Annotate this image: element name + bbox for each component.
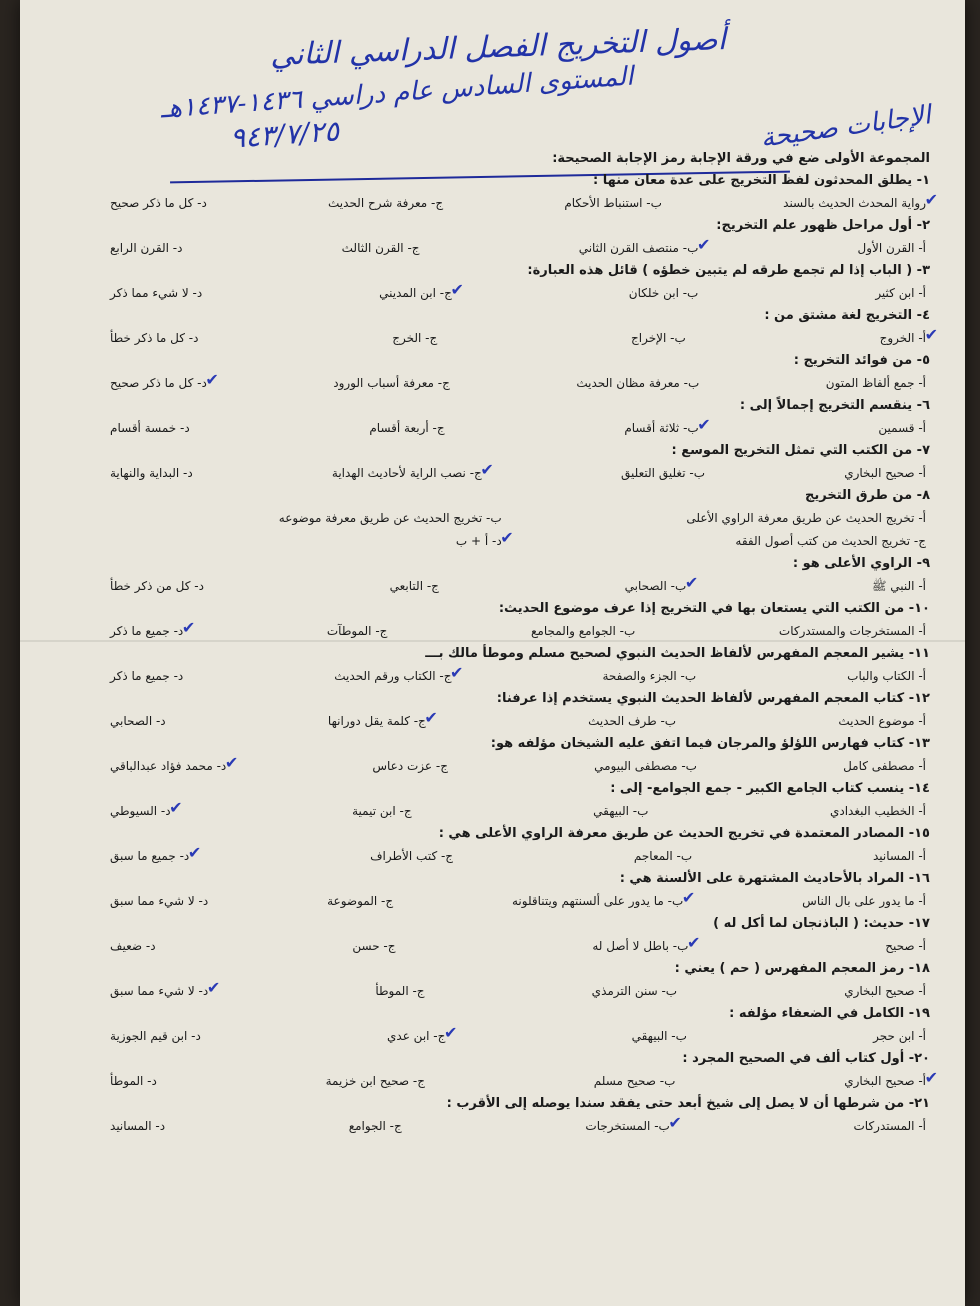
question-item	[50, 643, 930, 688]
question-item	[50, 260, 930, 305]
answer-option-checked: ✔ رواية المحدث الحديث بالسند	[783, 192, 926, 215]
answer-option: أ- ما يدور على بال الناس	[802, 894, 926, 908]
answer-option: أ- المستخرجات والمستدركات	[778, 624, 926, 638]
answer-option: ب- البيهقي	[631, 1029, 687, 1043]
answer-option: ج- الموضوعة	[327, 894, 394, 908]
answer-option: ج- القرن الثالث	[341, 241, 420, 255]
question-item	[50, 958, 930, 1003]
question-item	[50, 868, 930, 913]
question-text: ١٠- من الكتب التي يستعان بها في التخريج إذا عرف موضوع الحديث:	[498, 601, 930, 616]
handwritten-title: أصول التخريج الفصل الدراسي الثاني	[269, 22, 727, 73]
answer-option: ب- تغليق التعليق	[621, 466, 705, 480]
question-item	[50, 1048, 930, 1093]
answer-option: أ- تخريج الحديث عن طريق معرفة الراوي الأعلى	[686, 511, 926, 525]
options-row	[50, 800, 930, 823]
answer-option: ب- المعاجم	[633, 849, 693, 863]
answer-option: ج- أربعة أقسام	[369, 421, 445, 435]
answer-option: ب- معرفة مظان الحديث	[576, 376, 700, 390]
question-item	[50, 688, 930, 733]
answer-option: ج- تخريج الحديث من كتب أصول الفقه	[735, 534, 926, 548]
answer-option: ج- معرفة أسباب الورود	[333, 376, 450, 390]
answer-option: ج- الجوامع	[348, 1119, 402, 1133]
question-item	[50, 1003, 930, 1048]
answer-option: ج- الموطآت	[326, 624, 388, 638]
options-row	[50, 237, 930, 260]
options-row	[50, 755, 930, 778]
question-item	[50, 598, 930, 643]
options-row	[50, 507, 930, 553]
answer-option: أ- صحيح	[885, 939, 926, 953]
answer-option: ج- معرفة شرح الحديث	[328, 196, 444, 210]
answer-option: د- لا شيء مما ذكر	[110, 286, 203, 300]
answer-option: د- المسانيد	[110, 1119, 166, 1133]
answer-option-checked: ✔ ب- باطل لا أصل له	[592, 935, 688, 958]
answer-option: د- كل ما ذكر خطأ	[110, 331, 199, 345]
answer-option: ب- تخريج الحديث عن طريق معرفة موضوعه	[278, 511, 502, 525]
answer-option: أ- الكتاب والباب	[847, 669, 926, 683]
exam-content	[50, 148, 930, 1138]
instruction-text: المجموعة الأولى ضع في ورقة الإجابة رمز الإجابة الصحيحة:	[552, 151, 930, 166]
question-text: ١٣- كتاب فهارس اللؤلؤ والمرجان فيما اتفق عليه الشيخان مؤلفه هو:	[490, 736, 930, 751]
answer-option: د- خمسة أقسام	[110, 421, 190, 435]
options-row	[50, 665, 930, 688]
answer-option: د- لا شيء مما سبق	[110, 894, 209, 908]
answer-option: أ- مصطفى كامل	[843, 759, 926, 773]
answer-option-checked: ✔ د- لا شيء مما سبق	[110, 980, 208, 1003]
question-item	[50, 733, 930, 778]
answer-option: ب- الجزء والصفحة	[602, 669, 697, 683]
question-item	[50, 440, 930, 485]
question-text: ١٨- رمز المعجم المفهرس ( حم ) يعني :	[674, 961, 930, 976]
answer-option-checked: ✔ د- جميع ما سبق	[110, 845, 189, 868]
answer-option: ب- استنباط الأحكام	[564, 196, 662, 210]
question-text: ١٩- الكامل في الضعفاء مؤلفه :	[729, 1006, 930, 1021]
question-item	[50, 823, 930, 868]
question-text: ٩- الراوي الأعلى هو :	[792, 556, 930, 571]
question-item	[50, 913, 930, 958]
answer-option: ب- البيهقي	[593, 804, 649, 818]
options-row	[50, 980, 930, 1003]
options-row	[50, 1025, 930, 1048]
answer-option: أ- صحيح البخاري	[844, 984, 926, 998]
answer-option: أ- صحيح البخاري	[844, 466, 926, 480]
answer-option-checked: ✔ ب- الصحابي	[625, 575, 687, 598]
answer-option: أ- ابن حجر	[873, 1029, 926, 1043]
question-text: ١٤- ينسب كتاب الجامع الكبير - جمع الجوامع- إلى :	[610, 781, 930, 796]
question-item	[50, 1093, 930, 1138]
answer-option: د- كل من ذكر خطأ	[110, 579, 204, 593]
answer-option: ج- كتب الأطراف	[370, 849, 454, 863]
question-item	[50, 350, 930, 395]
answer-option: أ- المسانيد	[872, 849, 926, 863]
answer-option: ب- طرف الحديث	[588, 714, 677, 728]
answer-option: أ- المستدركات	[853, 1119, 926, 1133]
question-text: ٢- أول مراحل ظهور علم التخريج:	[716, 218, 930, 233]
exam-paper	[20, 0, 965, 1306]
handwritten-level: المستوى السادس عام دراسي ١٤٣٦-١٤٣٧هـ	[159, 61, 635, 125]
options-row	[50, 710, 930, 733]
answer-option: ب- الجوامع والمجامع	[531, 624, 636, 638]
answer-option: د- القرن الرابع	[110, 241, 183, 255]
question-text: ١- يطلق المحدثون لفظ التخريج على عدة معان منها :	[593, 173, 930, 188]
question-item	[50, 395, 930, 440]
question-text: ٣- ( الباب إذا لم تجمع طرقه لم يتبين خطؤه ) قائل هذه العبارة:	[527, 263, 930, 278]
answer-option: أ- الخطيب البغدادي	[829, 804, 926, 818]
answer-option: د- الموطأ	[110, 1074, 157, 1088]
answer-option-checked: ✔ د- السيوطي	[110, 800, 171, 823]
question-text: ١٥- المصادر المعتمدة في تخريج الحديث عن طريق معرفة الراوي الأعلى هي :	[438, 826, 930, 841]
options-row	[50, 890, 930, 913]
answer-option: ج- الخرج	[392, 331, 438, 345]
question-text: ٧- من الكتب التي تمثل التخريج الموسع :	[671, 443, 930, 458]
options-row	[50, 1070, 930, 1093]
answer-option: ج- ابن تيمية	[352, 804, 412, 818]
options-row	[50, 575, 930, 598]
question-item	[50, 305, 930, 350]
answer-option: أ- جمع ألفاظ المتون	[825, 376, 926, 390]
answer-option: د- ضعيف	[110, 939, 156, 953]
question-item	[50, 778, 930, 823]
answer-option-checked: ✔ أ- الخروج	[880, 327, 926, 350]
question-text: ٥- من فوائد التخريج :	[793, 353, 930, 368]
answer-option-checked: ✔ ج- الكتاب ورقم الحديث	[334, 665, 451, 688]
options-row	[50, 192, 930, 215]
answer-option: ب- ابن خلكان	[628, 286, 699, 300]
answer-option-checked: ✔ ج- ابن عدي	[387, 1025, 445, 1048]
answer-option-checked: ✔ د- جميع ما ذكر	[110, 620, 183, 643]
answer-option: ج- التابعي	[389, 579, 439, 593]
options-row	[50, 282, 930, 305]
question-text: ٢١- من شرطها أن لا يصل إلى شيخ أبعد حتى يفقد سندا يوصله إلى الأقرب :	[446, 1096, 930, 1111]
question-text: ٢٠- أول كتاب ألف في الصحيح المجرد :	[682, 1051, 930, 1066]
answer-option-checked: ✔ ب- ثلاثة أقسام	[624, 417, 698, 440]
answer-option: أ- القرن الأول	[857, 241, 926, 255]
options-row	[50, 1115, 930, 1138]
question-list	[50, 170, 930, 1138]
question-item	[50, 170, 930, 215]
options-row	[50, 417, 930, 440]
answer-option: أ- موضوع الحديث	[838, 714, 926, 728]
answer-option: ب- صحيح مسلم	[593, 1074, 676, 1088]
answer-option-checked: ✔ أ- صحيح البخاري	[844, 1070, 926, 1093]
answer-option: أ- النبي ﷺ	[871, 579, 926, 593]
answer-option-checked: ✔ د- محمد فؤاد عبدالباقي	[110, 755, 226, 778]
options-row	[50, 327, 930, 350]
answer-option: د- كل ما ذكر صحيح	[110, 196, 207, 210]
question-text: ١١- يشير المعجم المفهرس لألفاظ الحديث النبوي لصحيح مسلم وموطأ مالك بـــ	[425, 646, 930, 661]
answer-option: ج- صحيح ابن خزيمة	[325, 1074, 426, 1088]
answer-option-checked: ✔ ب- ما يدور على ألسنتهم ويتناقلونه	[512, 890, 683, 913]
answer-option-checked: ✔ د- أ + ب	[110, 530, 502, 553]
answer-option-checked: ✔ د- كل ما ذكر صحيح	[110, 372, 207, 395]
answer-option-checked: ✔ ب- المستخرجات	[585, 1115, 669, 1138]
answer-option: أ- قسمين	[878, 421, 926, 435]
options-row	[50, 935, 930, 958]
answer-option-checked: ✔ ج- كلمة يقل دورانها	[328, 710, 426, 733]
options-row	[50, 620, 930, 643]
answer-option: أ- ابن كثير	[875, 286, 926, 300]
answer-option: د- ابن قيم الجوزية	[110, 1029, 201, 1043]
answer-option-checked: ✔ ب- منتصف القرن الثاني	[579, 237, 699, 260]
answer-option: ج- الموطأ	[375, 984, 425, 998]
question-item	[50, 553, 930, 598]
answer-option: ج- عزت دعاس	[372, 759, 448, 773]
answer-option: د- البداية والنهاية	[110, 466, 193, 480]
answer-option: د- الصحابي	[110, 714, 166, 728]
answer-option-checked: ✔ ج- ابن المديني	[379, 282, 452, 305]
options-row	[50, 462, 930, 485]
question-text: ١٢- كتاب المعجم المفهرس لألفاظ الحديث النبوي يستخدم إذا عرفنا:	[496, 691, 930, 706]
question-item	[50, 485, 930, 553]
question-item	[50, 215, 930, 260]
answer-option: ج- حسن	[352, 939, 396, 953]
answer-option: ب- مصطفى البيومي	[594, 759, 697, 773]
handwritten-date: ٩٤٣/٧/٢٥	[228, 114, 341, 155]
options-row	[50, 845, 930, 868]
question-text: ١٦- المراد بالأحاديث المشتهرة على الألسنة هي :	[619, 871, 930, 886]
question-text: ٨- من طرق التخريج	[805, 488, 930, 503]
answer-option: د- جميع ما ذكر	[110, 669, 184, 683]
answer-option-checked: ✔ ج- نصب الراية لأحاديث الهداية	[332, 462, 482, 485]
handwritten-note: الإجابات صحيحة	[758, 100, 933, 154]
question-text: ٦- ينقسم التخريج إجمالاً إلى :	[739, 398, 930, 413]
question-text: ٤- التخريج لغة مشتق من :	[764, 308, 930, 323]
options-row	[50, 372, 930, 395]
answer-option: ب- سنن الترمذي	[591, 984, 678, 998]
answer-option: ب- الإخراج	[631, 331, 686, 345]
question-text: ١٧- حديث: ( الباذنجان لما أكل له )	[713, 916, 930, 931]
